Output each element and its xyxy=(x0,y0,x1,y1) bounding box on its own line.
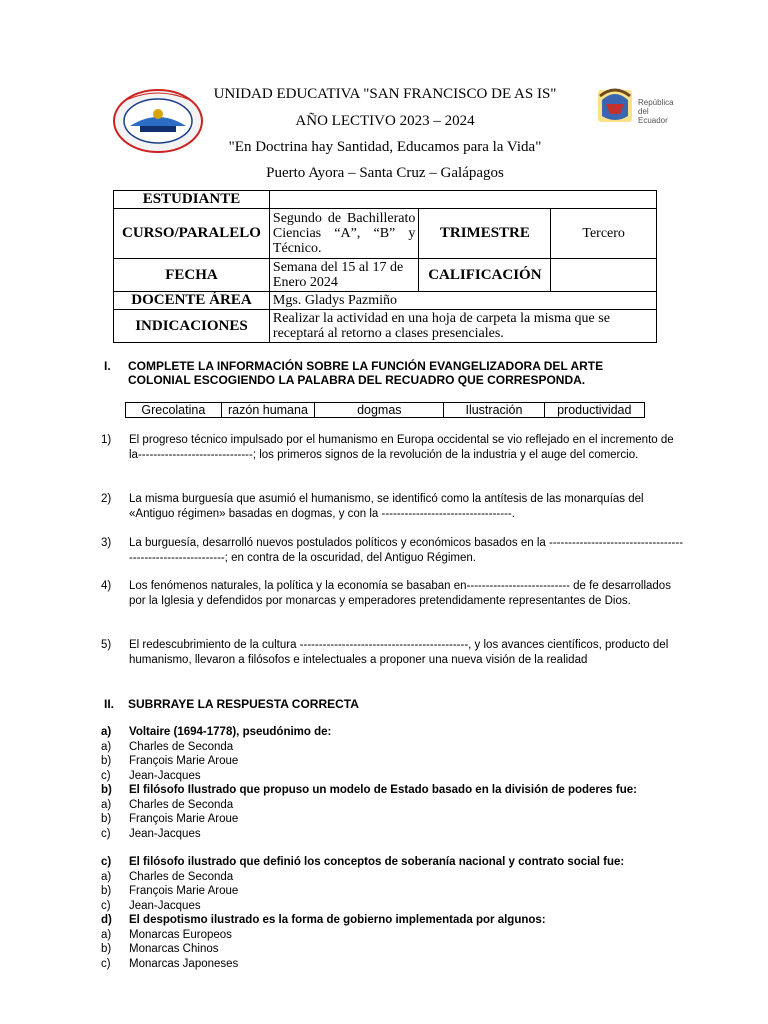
docente-value: Mgs. Gladys Pazmiño xyxy=(269,292,656,310)
indicaciones-label: INDICACIONES xyxy=(114,310,270,343)
word-bank-table xyxy=(125,402,645,418)
item-marker: c) xyxy=(101,769,111,782)
calificacion-value[interactable] xyxy=(551,259,657,292)
item-marker: b) xyxy=(101,813,112,825)
fill-item-text: La burguesía, desarrolló nuevos postulados políticos y económicos basados en la ------------------------------------------------------------; en contra de la oscuridad, del Antiguo Régimen. xyxy=(129,537,684,564)
item-marker: a) xyxy=(101,740,112,753)
fill-item-number: 4) xyxy=(101,580,112,592)
item-marker: b) xyxy=(101,885,112,897)
question-text: Voltaire (1694-1778), pseudónimo de: xyxy=(129,726,332,738)
section-2-heading xyxy=(104,697,359,711)
word-bank-item: Grecolatina xyxy=(126,403,222,418)
option-text: François Marie Aroue xyxy=(129,755,239,767)
calificacion-label: CALIFICACIÓN xyxy=(419,259,551,292)
school-motto: "En Doctrina hay Santidad, Educamos para la Vida" xyxy=(228,139,542,155)
item-marker: a) xyxy=(101,928,112,941)
option-text: François Marie Aroue xyxy=(129,813,239,825)
school-name: UNIDAD EDUCATIVA "SAN FRANCISCO DE AS IS" xyxy=(213,86,557,102)
option-text: Monarcas Japoneses xyxy=(129,957,239,970)
school-year: AÑO LECTIVO 2023 – 2024 xyxy=(295,113,475,129)
estudiante-value[interactable] xyxy=(269,191,656,209)
question-text: El filósofo ilustrado que definió los conceptos de soberanía nacional y contrato social fue: xyxy=(129,856,625,868)
word-bank-item: dogmas xyxy=(315,403,444,418)
curso-value: Segundo de Bachillerato Ciencias “A”, “B” y Técnico. xyxy=(269,209,419,259)
fill-item-number: 2) xyxy=(101,493,112,505)
school-location: Puerto Ayora – Santa Cruz – Galápagos xyxy=(266,165,504,181)
option-text: Monarcas Europeos xyxy=(129,928,232,941)
fill-item-text: El progreso técnico impulsado por el humanismo en Europa occidental se vio reflejado en el incremento de la------------------------------; los primeros signos de la revolución de la industria y el auge del comercio. xyxy=(129,434,674,461)
fill-item-number: 5) xyxy=(101,639,112,651)
section-1-number: I. xyxy=(104,359,111,373)
option-text: Jean-Jacques xyxy=(129,769,201,782)
fill-item-text: La misma burguesía que asumió el humanismo, se identificó como la antítesis de las monarquías del «Antiguo régimen» basadas en dogmas, y con la ----------------------------------. xyxy=(129,493,644,520)
fill-item-text: El redescubrimiento de la cultura --------------------------------------------, y los avances científicos, producto del humanismo, llevaron a filósofos e intelectuales a proponer una nueva visión de la realidad xyxy=(129,639,669,666)
curso-label: CURSO/PARALELO xyxy=(114,209,270,259)
fecha-label: FECHA xyxy=(114,259,270,292)
fecha-value: Semana del 15 al 17 de Enero 2024 xyxy=(269,259,419,292)
fill-item-number: 3) xyxy=(101,537,112,549)
item-marker: c) xyxy=(101,856,112,868)
option-text: Charles de Seconda xyxy=(129,798,234,811)
option-text: Jean-Jacques xyxy=(129,827,201,840)
docente-label: DOCENTE ÁREA xyxy=(114,292,270,310)
item-marker: b) xyxy=(101,943,112,955)
section-1-title: COMPLETE LA INFORMACIÓN SOBRE LA FUNCIÓN EVANGELIZADORA DEL ARTE COLONIAL ESCOGIENDO LA PALABRA DEL RECUADRO QUE CORRESPONDA. xyxy=(128,359,604,387)
item-marker: a) xyxy=(101,726,112,738)
section-2-title: SUBRRAYE LA RESPUESTA CORRECTA xyxy=(128,697,359,711)
logo-text-republica: República xyxy=(638,98,674,107)
option-text: Charles de Seconda xyxy=(129,870,234,883)
item-marker: c) xyxy=(101,827,111,840)
word-bank-item: razón humana xyxy=(221,403,315,418)
trimestre-label: TRIMESTRE xyxy=(419,209,551,259)
trimestre-value: Tercero xyxy=(551,209,657,259)
item-marker: c) xyxy=(101,899,111,912)
option-text: Charles de Seconda xyxy=(129,740,234,753)
option-text: Monarcas Chinos xyxy=(129,943,219,955)
word-bank-item: Ilustración xyxy=(444,403,544,418)
question-text: El despotismo ilustrado es la forma de gobierno implementada por algunos: xyxy=(129,914,546,926)
option-text: Jean-Jacques xyxy=(129,899,201,912)
item-marker: b) xyxy=(101,755,112,767)
word-bank-item: productividad xyxy=(544,403,644,418)
item-marker: a) xyxy=(101,870,112,883)
item-marker: d) xyxy=(101,914,112,926)
section-2-number: II. xyxy=(104,697,115,711)
question-text: El filósofo Ilustrado que propuso un modelo de Estado basado en la división de poderes fue: xyxy=(129,784,637,796)
fill-item-number: 1) xyxy=(101,434,112,446)
logo-text-ecuador: del Ecuador xyxy=(638,107,668,125)
section-1-heading xyxy=(104,359,604,387)
option-text: François Marie Aroue xyxy=(129,885,239,897)
estudiante-label: ESTUDIANTE xyxy=(114,191,270,209)
item-marker: b) xyxy=(101,784,112,796)
student-info-table xyxy=(113,190,657,343)
indicaciones-value: Realizar la actividad en una hoja de carpeta la misma que se receptará al retorno a clases presenciales. xyxy=(269,310,656,343)
item-marker: a) xyxy=(101,798,112,811)
item-marker: c) xyxy=(101,957,111,970)
fill-item-text: Los fenómenos naturales, la política y la economía se basaban en--------------------------- de fe desarrollados por la Iglesia y defendidos por monarcas y emperadores pretendidamente representantes de Dios. xyxy=(129,580,671,607)
